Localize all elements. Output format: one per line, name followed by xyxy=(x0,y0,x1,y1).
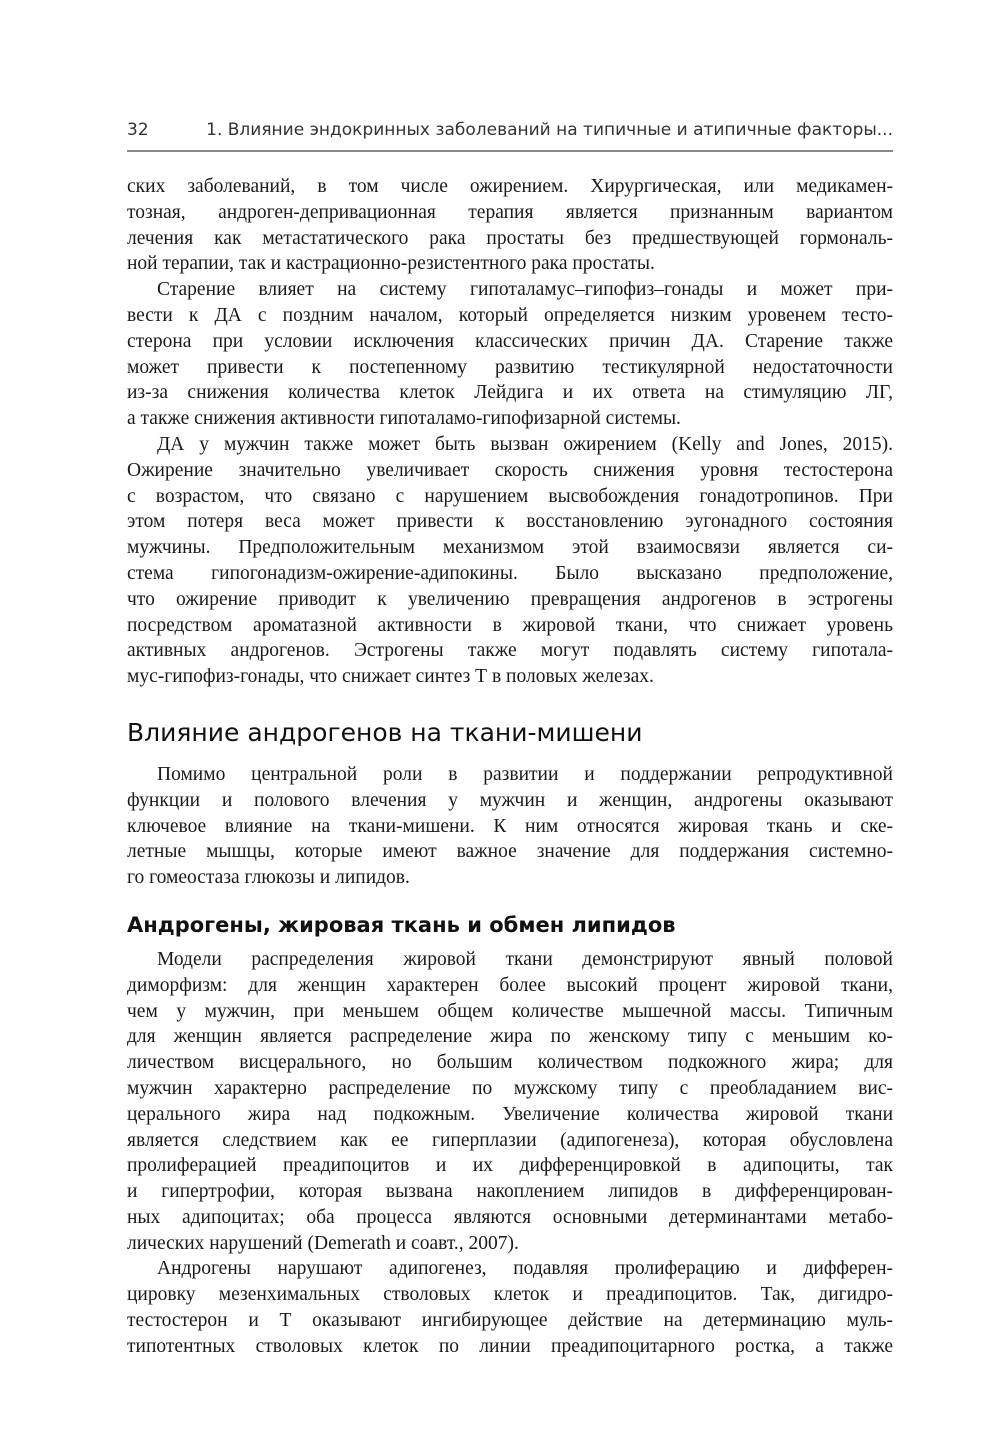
text-line: а также снижения активности гипоталамо-гипофизарной системы. xyxy=(127,408,681,430)
text-line: тозная, андроген-депривационная терапия является признанным вариантом xyxy=(127,201,893,223)
text-line: чем у мужчин, при меньшем общем количестве мышечной массы. Типичным xyxy=(127,1000,893,1022)
text-line: ключевое влияние на ткани-мишени. К ним относятся жировая ткань и ске- xyxy=(127,815,893,837)
running-title: 1. Влияние эндокринных заболеваний на типичные и атипичные факторы... xyxy=(206,120,893,140)
page-header xyxy=(127,118,893,152)
text-line: пролиферацией преадипоцитов и их дифференцировкой в адипоциты, так xyxy=(127,1155,893,1177)
text-line: Старение влияет на систему гипоталамус–гипофиз–гонады и может при- xyxy=(157,279,893,301)
page-body xyxy=(127,174,893,1360)
paragraph xyxy=(127,947,893,1257)
text-line: является следствием как ее гиперплазии (адипогенеза), которая обусловлена xyxy=(127,1129,893,1151)
text-line: ной терапии, так и кастрационно-резистентного рака простаты. xyxy=(127,253,655,275)
text-line: стема гипогонадизм-ожирение-адипокины. Было высказано предположение, xyxy=(127,562,893,584)
text-line: тестостерон и Т оказывают ингибирующее действие на детерминацию муль- xyxy=(127,1310,893,1332)
text-line: с возрастом, что связано с нарушением высвобождения гонадотропинов. При xyxy=(127,485,893,507)
text-line: функции и полового влечения у мужчин и женщин, андрогены оказывают xyxy=(127,789,893,811)
text-line: диморфизм: для женщин характерен более высокий процент жировой ткани, xyxy=(127,974,893,996)
text-line: посредством ароматазной активности в жировой ткани, что снижает уровень xyxy=(127,614,893,636)
text-line: Модели распределения жировой ткани демонстрируют явный половой xyxy=(157,948,893,970)
paragraph xyxy=(127,174,893,277)
text-line: ДА у мужчин также может быть вызван ожирением (Kelly and Jones, 2015). xyxy=(157,433,893,455)
text-line: что ожирение приводит к увеличению превращения андрогенов в эстрогены xyxy=(127,588,893,610)
section-heading: Влияние андрогенов на ткани-мишени xyxy=(127,717,643,747)
paragraph xyxy=(127,762,893,891)
text-line: мужчины. Предположительным механизмом этой взаимосвязи является си- xyxy=(127,537,893,559)
text-line: из-за снижения количества клеток Лейдига и их ответа на стимуляцию ЛГ, xyxy=(127,382,893,404)
text-line: мужчин характерно распределение по мужскому типу с преобладанием вис- xyxy=(127,1077,893,1099)
text-line: вести к ДА с поздним началом, который определяется низким уровенем тесто- xyxy=(127,304,893,326)
paragraph xyxy=(127,1256,893,1359)
text-line: летные мышцы, которые имеют важное значение для поддержания системно- xyxy=(127,841,893,863)
paragraph xyxy=(127,277,893,432)
text-line: церального жира над подкожным. Увеличение количества жировой ткани xyxy=(127,1103,893,1125)
page-number: 32 xyxy=(127,120,149,140)
subsection-heading: Андрогены, жировая ткань и обмен липидов xyxy=(127,912,676,937)
text-line: Ожирение значительно увеличивает скорость снижения уровня тестостерона xyxy=(127,459,893,481)
text-line: цировку мезенхимальных стволовых клеток и преадипоцитов. Так, дигидро- xyxy=(127,1284,893,1306)
text-line: мус-гипофиз-гонады, что снижает синтез Т в половых железах. xyxy=(127,666,654,688)
text-line: и гипертрофии, которая вызвана накоплением липидов в дифференцирован- xyxy=(127,1181,893,1203)
text-line: стерона при условии исключения классических причин ДА. Старение также xyxy=(127,330,893,352)
text-line: может привести к постепенному развитию тестикулярной недостаточности xyxy=(127,356,893,378)
text-line: личеством висцерального, но большим количеством подкожного жира; для xyxy=(127,1052,893,1074)
text-line: ских заболеваний, в том числе ожирением. Хирургическая, или медикамен- xyxy=(127,176,893,197)
paragraph xyxy=(127,432,893,690)
text-line: Андрогены нарушают адипогенез, подавляя пролиферацию и дифферен- xyxy=(157,1258,893,1280)
text-line: ных адипоцитах; оба процесса являются основными детерминантами метабо- xyxy=(127,1206,893,1228)
text-line: го гомеостаза глюкозы и липидов. xyxy=(127,867,410,889)
text-line: для женщин является распределение жира по женскому типу с меньшим ко- xyxy=(127,1026,893,1048)
text-line: лических нарушений (Demerath и соавт., 2007). xyxy=(127,1232,519,1254)
text-line: типотентных стволовых клеток по линии преадипоцитарного ростка, а также xyxy=(127,1335,893,1357)
text-line: лечения как метастатического рака простаты без предшествующей гормональ- xyxy=(127,227,893,249)
text-line: Помимо центральной роли в развитии и поддержании репродуктивной xyxy=(157,763,893,785)
text-line: этом потеря веса может привести к восстановлению эугонадного состояния xyxy=(127,511,893,533)
text-line: активных андрогенов. Эстрогены также могут подавлять систему гипотала- xyxy=(127,640,893,662)
